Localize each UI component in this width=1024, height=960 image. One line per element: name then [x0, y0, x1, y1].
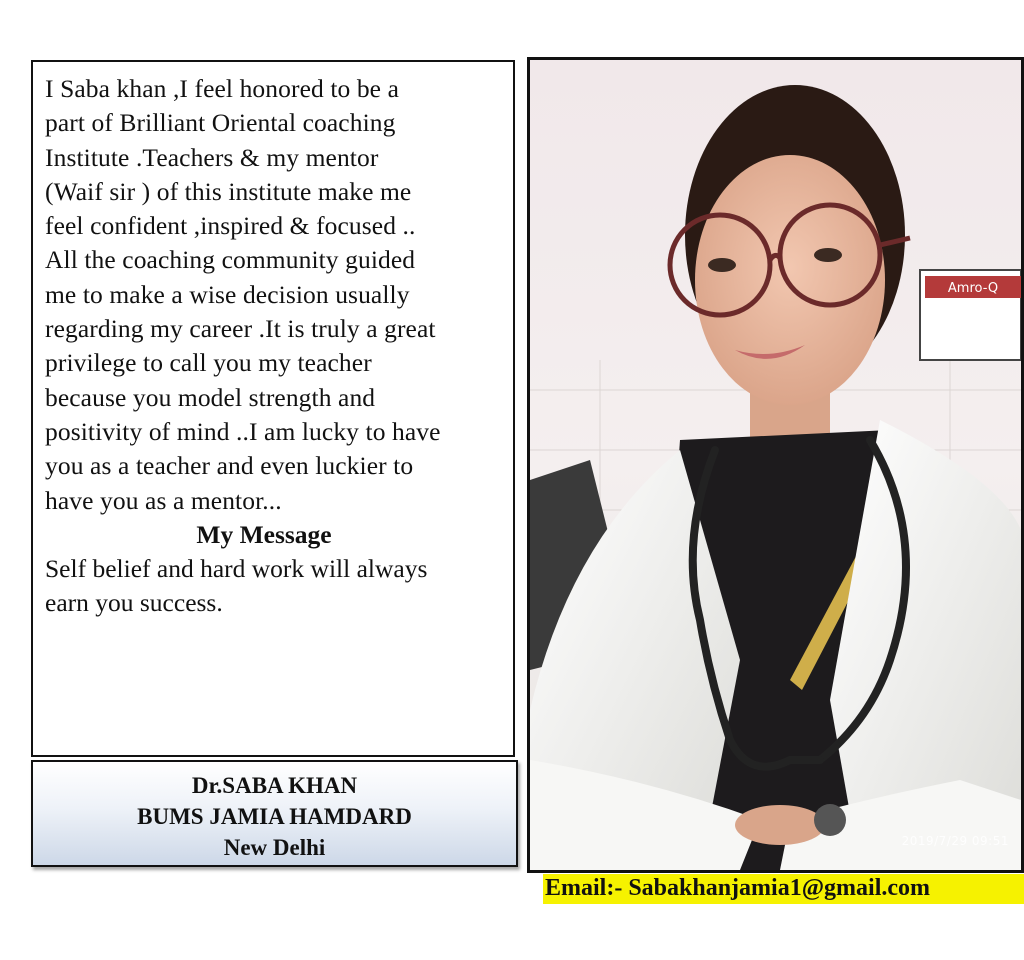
portrait-photo [527, 57, 1024, 873]
wall-sign-text: Amro-Q [947, 281, 999, 296]
signature-box [31, 760, 518, 867]
doctor-name: Dr.SABA KHAN [191, 773, 358, 798]
city: New Delhi [223, 835, 326, 860]
photo-timestamp: 2019/7/29 09:51 [901, 834, 1009, 848]
email-address[interactable]: Email:- Sabakhanjamia1@gmail.com [545, 875, 931, 901]
testimonial-text: I Saba khan ,I feel honored to be a part of Brilliant Oriental coaching Institute .Teachers & my mentor (Waif sir ) of this institute make me feel confident ,inspired & focused .. All the coaching community guided me to make a wise decision usually regarding my career .It is truly a great privilege to call you my teacher because you model strength and positivity of mind ..I am lucky to have you as a teacher and even luckier to have you as a mentor... [45, 74, 441, 515]
qualification: BUMS JAMIA HAMDARD [137, 804, 412, 829]
portrait-illustration [530, 60, 1021, 870]
message-text: Self belief and hard work will always earn you success. [45, 554, 428, 618]
testimonial-box [31, 60, 515, 757]
message-heading: My Message [196, 519, 332, 549]
